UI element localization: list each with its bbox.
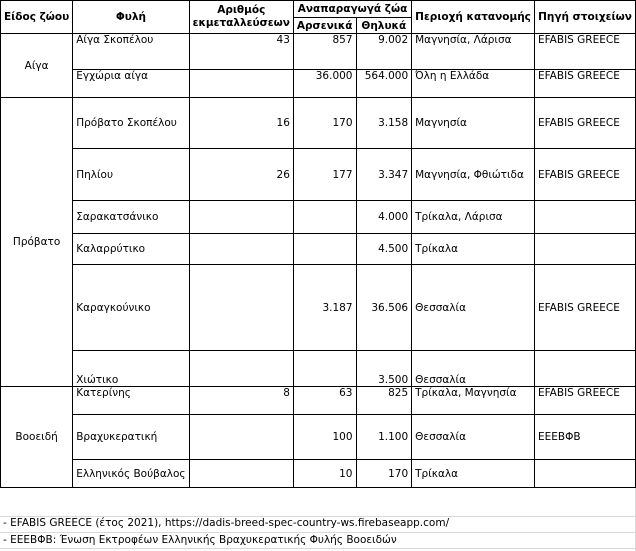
header-breeding-animals[interactable]: Αναπαραγωγά ζώα [293, 1, 411, 18]
table-row [1, 70, 636, 98]
source-cell[interactable]: EFABIS GREECE [534, 265, 635, 351]
header-females[interactable]: Θηλυκά [356, 18, 412, 34]
males-cell[interactable]: 63 [293, 387, 356, 415]
region-cell[interactable]: Τρίκαλα [412, 460, 535, 488]
breed-cell[interactable]: Καραγκούνικο [73, 265, 189, 351]
source-cell[interactable] [534, 234, 635, 265]
source-cell[interactable] [534, 201, 635, 234]
farms-cell[interactable] [189, 234, 293, 265]
breed-cell[interactable]: Βραχυκερατική [73, 415, 189, 460]
breed-cell[interactable]: Πηλίου [73, 149, 189, 201]
females-cell[interactable]: 170 [356, 460, 412, 488]
source-cell[interactable] [534, 351, 635, 387]
source-cell[interactable]: ΕΕΕΒΦΒ [534, 415, 635, 460]
header-males[interactable]: Αρσενικά [293, 18, 356, 34]
females-cell[interactable]: 564.000 [356, 70, 412, 98]
region-cell[interactable]: Μαγνησία, Λάρισα [412, 34, 535, 70]
table-row [1, 201, 636, 234]
farms-cell[interactable] [189, 351, 293, 387]
group-goat[interactable]: Αίγα [1, 34, 73, 98]
region-cell[interactable]: Τρίκαλα [412, 234, 535, 265]
males-cell[interactable]: 10 [293, 460, 356, 488]
females-cell[interactable]: 4.000 [356, 201, 412, 234]
source-cell[interactable] [534, 460, 635, 488]
farms-cell[interactable] [189, 265, 293, 351]
breed-cell[interactable]: Σαρακατσάνικο [73, 201, 189, 234]
females-cell[interactable]: 825 [356, 387, 412, 415]
males-cell[interactable] [293, 201, 356, 234]
table-row [1, 34, 636, 70]
footnote-eeebfv[interactable]: - ΕΕΕΒΦΒ: Ένωση Εκτροφέων Ελληνικής Βραχυκερατικής Φυλής Βοοειδών [3, 534, 397, 546]
source-cell[interactable]: EFABIS GREECE [534, 98, 635, 149]
females-cell[interactable]: 4.500 [356, 234, 412, 265]
region-cell[interactable]: Μαγνησία [412, 98, 535, 149]
farms-cell[interactable]: 43 [189, 34, 293, 70]
header-row [1, 1, 636, 18]
table-row [1, 351, 636, 387]
table-row [1, 98, 636, 149]
region-cell[interactable]: Τρίκαλα, Μαγνησία [412, 387, 535, 415]
breed-cell[interactable]: Ελληνικός Βούβαλος [73, 460, 189, 488]
region-cell[interactable]: Τρίκαλα, Λάρισα [412, 201, 535, 234]
source-cell[interactable]: EFABIS GREECE [534, 70, 635, 98]
grid-line [0, 532, 636, 533]
group-sheep[interactable]: Πρόβατο [1, 98, 73, 387]
table-row [1, 387, 636, 415]
breed-cell[interactable]: Καλαρρύτικο [73, 234, 189, 265]
males-cell[interactable]: 36.000 [293, 70, 356, 98]
table-row [1, 234, 636, 265]
farms-cell[interactable]: 26 [189, 149, 293, 201]
farms-cell[interactable]: 8 [189, 387, 293, 415]
source-cell[interactable]: EFABIS GREECE [534, 387, 635, 415]
table-row [1, 415, 636, 460]
breed-cell[interactable]: Αίγα Σκοπέλου [73, 34, 189, 70]
table-row [1, 460, 636, 488]
breed-cell[interactable]: Πρόβατο Σκοπέλου [73, 98, 189, 149]
source-cell[interactable]: EFABIS GREECE [534, 34, 635, 70]
farms-cell[interactable] [189, 70, 293, 98]
header-breed[interactable]: Φυλή [73, 1, 189, 34]
region-cell[interactable]: Θεσσαλία [412, 265, 535, 351]
males-cell[interactable] [293, 351, 356, 387]
farms-cell[interactable] [189, 460, 293, 488]
grid-line [0, 548, 636, 549]
region-cell[interactable]: Μαγνησία, Φθιώτιδα [412, 149, 535, 201]
females-cell[interactable]: 36.506 [356, 265, 412, 351]
farms-cell[interactable]: 16 [189, 98, 293, 149]
header-distribution[interactable]: Περιοχή κατανομής [412, 1, 535, 34]
males-cell[interactable]: 3.187 [293, 265, 356, 351]
region-cell[interactable]: Θεσσαλία [412, 351, 535, 387]
females-cell[interactable]: 9.002 [356, 34, 412, 70]
females-cell[interactable]: 3.158 [356, 98, 412, 149]
females-cell[interactable]: 1.100 [356, 415, 412, 460]
males-cell[interactable]: 857 [293, 34, 356, 70]
header-source[interactable]: Πηγή στοιχείων [534, 1, 635, 34]
males-cell[interactable]: 100 [293, 415, 356, 460]
males-cell[interactable]: 177 [293, 149, 356, 201]
females-cell[interactable]: 3.347 [356, 149, 412, 201]
females-cell[interactable]: 3.500 [356, 351, 412, 387]
breed-cell[interactable]: Κατερίνης [73, 387, 189, 415]
males-cell[interactable] [293, 234, 356, 265]
region-cell[interactable]: Όλη η Ελλάδα [412, 70, 535, 98]
breed-cell[interactable]: Εγχώρια αίγα [73, 70, 189, 98]
header-animal-type[interactable]: Είδος ζώου [1, 1, 73, 34]
region-cell[interactable]: Θεσσαλία [412, 415, 535, 460]
breed-cell[interactable]: Χιώτικο [73, 351, 189, 387]
males-cell[interactable]: 170 [293, 98, 356, 149]
farms-cell[interactable] [189, 201, 293, 234]
source-cell[interactable]: EFABIS GREECE [534, 149, 635, 201]
header-farms[interactable]: Αριθμός εκμεταλλεύσεων [189, 1, 293, 34]
farms-cell[interactable] [189, 415, 293, 460]
table-row [1, 265, 636, 351]
footnote-efabis[interactable]: - EFABIS GREECE (έτος 2021), https://dadis-breed-spec-country-ws.firebaseapp.com/ [3, 517, 450, 529]
group-cattle[interactable]: Βοοειδή [1, 387, 73, 488]
table-row [1, 149, 636, 201]
